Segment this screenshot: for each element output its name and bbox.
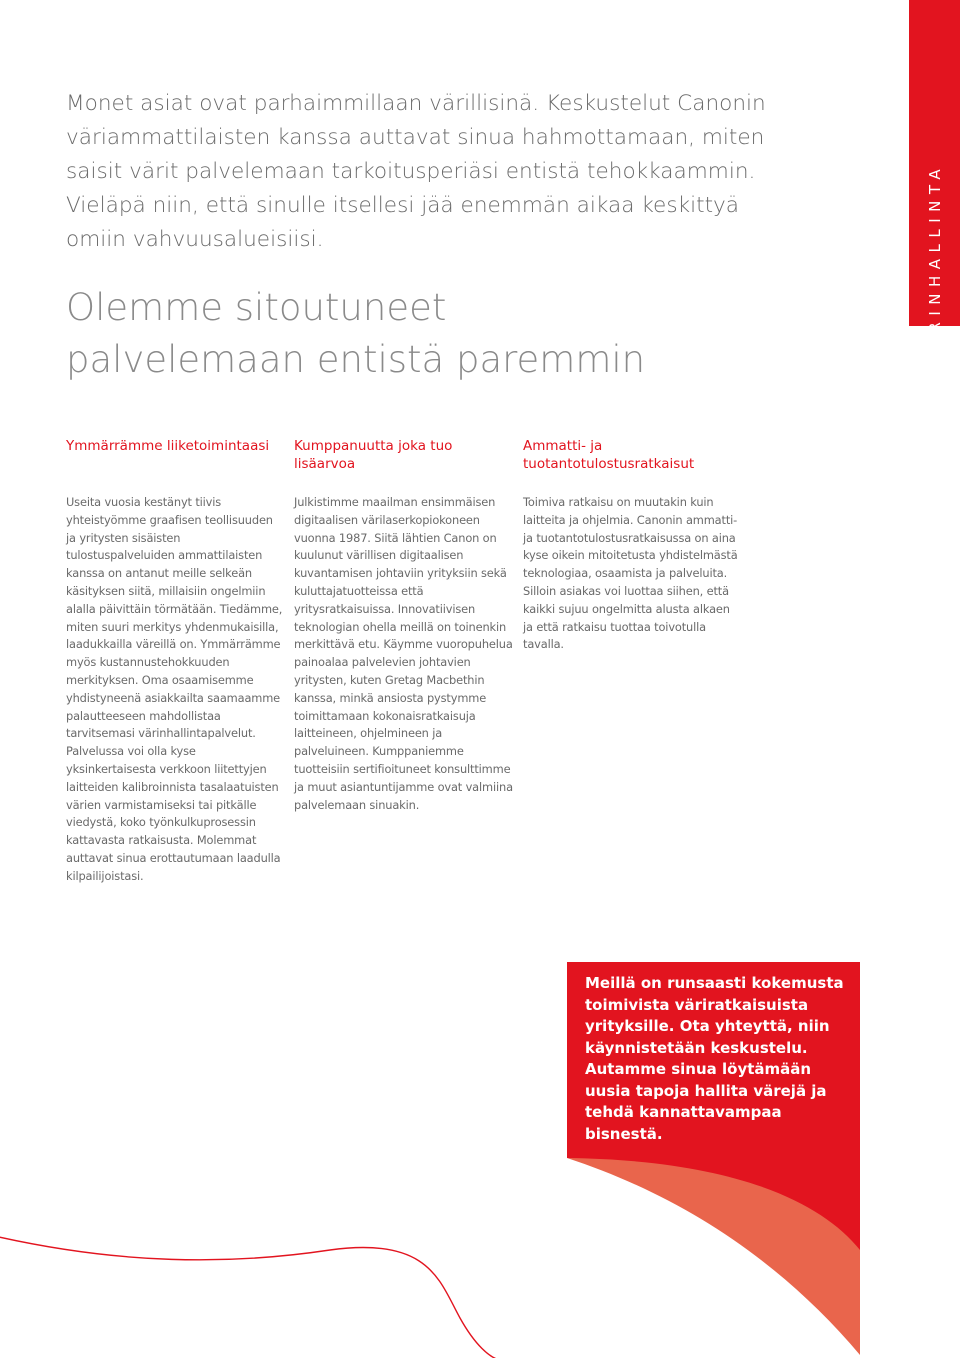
column-body: Useita vuosia kestänyt tiivis yhteistyömme graafisen teollisuuden ja yritysten sisäisten tulostuspalveluiden ammattilaisten kanssa on antanut meille selkeän käsityksen siitä, millaisiin ongelmiin alalla päivittäin törmätään. Tiedämme, miten suuri merkitys yhdenmukaisilla, laadukkailla väreillä on. Ymmärrämme myös kustannustehokkuuden merkityksen. Oma osaamisemme yhdistyneenä asiakkailta saamaamme palautteeseen mahdollistaa tarvitsemasi värinhallintapalvelut. Palvelussa voi olla kyse yksinkertaisesta verkkoon liitettyjen laitteiden kalibroinnista tasalaatuisten värien varmistamiseksi tai pitkälle viedystä, koko työnkulkuprosessin kattavasta ratkaisusta. Molemmat auttavat sinua erottautumaan laadulla kilpailijoistasi.: [66, 495, 283, 883]
column-title: Ymmärrämme liiketoimintaasi: [66, 438, 270, 454]
intro-paragraph: Monet asiat ovat parhaimmillaan värillisinä. Keskustelut Canonin väriammattilaisten kanssa auttavat sinua hahmottamaan, miten saisit värit palvelemaan tarkoitusperiäsi entistä tehokkaammin. Vieläpä niin, että sinulle itsellesi jää enemmän aikaa keskittyä omiin vahvuusalueisiisi.: [66, 91, 766, 252]
side-tab-label: VÄRINHALLINTA: [925, 162, 944, 366]
decorative-curve: [0, 1235, 500, 1358]
heading-line-1: Olemme sitoutuneet: [66, 286, 447, 329]
column-title: Ammatti- ja tuotantotulostusratkaisut: [523, 438, 695, 472]
heading-line-2: palvelemaan entistä paremmin: [66, 338, 646, 381]
column-body: Toimiva ratkaisu on muutakin kuin laitteita ja ohjelmia. Canonin ammatti- ja tuotantotulostusratkaisussa on aina kyse oikein mitoitetusta yhdistelmästä teknologiaa, osaamista ja palveluita. Silloin asiakas voi luottaa siihen, että kaikki sujuu ongelmitta alusta alkaen ja että ratkaisu tuottaa toivotulla tavalla.: [523, 495, 738, 652]
column-body: Julkistimme maailman ensimmäisen digitaalisen värilaserkopiokoneen vuonna 1987. Siitä lähtien Canon on kuulunut värillisen digitaalisen kuvantamisen johtaviin yrityksiin sekä kuluttajatuotteissa että yritysratkaisuissa. Innovatiivisen teknologian ohella meillä on toinenkin merkittävä etu. Käymme vuoropuhelua painoalaa palvelevien johtavien yritysten, kuten Gretag Macbethin kanssa, minkä ansiosta pystymme toimittamaan kokonaisratkaisuja laitteineen, ohjelmineen ja palveluineen. Kumppaniemme tuotteisiin sertifioituneet konsulttimme ja muut asiantuntijamme ovat valmiina palvelemaan sinuakin.: [294, 495, 513, 812]
callout-text: Meillä on runsaasti kokemusta toimivista väriratkaisuista yrityksille. Ota yhteyttä, niin käynnistetään keskustelu. Autamme sinua löytämään uusia tapoja hallita värejä ja tehdä kannattavampaa bisnestä.: [585, 974, 844, 1143]
column-title: Kumppanuutta joka tuo lisäarvoa: [294, 438, 453, 472]
